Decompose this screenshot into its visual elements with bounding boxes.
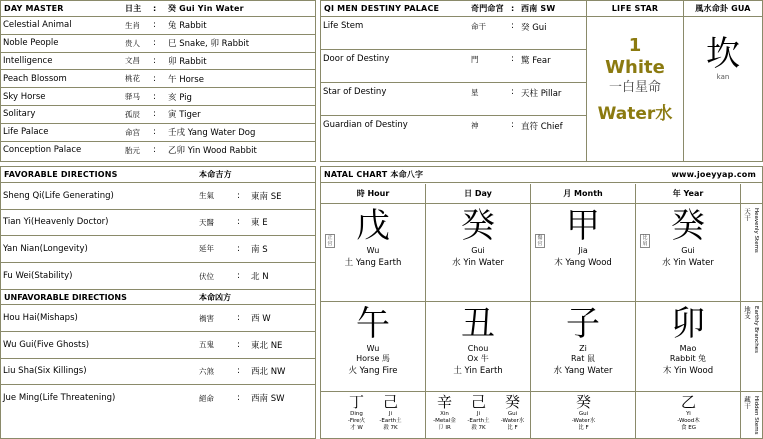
row-cn: 六煞: [199, 366, 214, 376]
gua-panel: [683, 0, 763, 162]
hidden-stem-element: -Metal金: [433, 418, 456, 424]
hidden-stem-element: -Water水: [500, 418, 525, 424]
side-label-en: Earthly Branches: [753, 306, 759, 353]
row-value: 壬戌 Yang Water Dog: [168, 128, 256, 139]
pillar-header: 年 Year: [636, 184, 741, 204]
hidden-stem-ten-god: 比 F: [507, 425, 518, 431]
branch-element: 水 Yang Water: [553, 366, 613, 376]
row-value: 寅 Tiger: [168, 110, 201, 121]
row-cn: 命干: [471, 22, 486, 31]
hidden-stem: [567, 394, 601, 432]
life-star-element: Water水: [597, 104, 673, 124]
side-label-en: Heavenly Stems: [753, 208, 759, 253]
hidden-stem-pinyin: Ji: [476, 411, 481, 417]
branch-pinyin: Chou: [467, 344, 489, 353]
day-master-title: DAY MASTER: [4, 4, 64, 13]
row-colon: :: [511, 87, 514, 97]
hidden-stem: [462, 394, 496, 432]
hidden-stem-ten-god: 才 W: [350, 425, 363, 431]
row-label: Peach Blossom: [3, 73, 67, 84]
qimen-value: 西南 SW: [521, 4, 556, 13]
hidden-stem-pinyin: Gui: [578, 411, 589, 417]
row-colon: :: [237, 243, 240, 254]
hidden-stem-element: -Water水: [571, 418, 596, 424]
natal-title: NATAL CHART 本命八字: [324, 170, 424, 179]
stem-element: 水 Yin Water: [662, 258, 714, 268]
hidden-stem-element: -Fire火: [347, 418, 366, 424]
side-header-blank: [741, 184, 763, 204]
row-value: 亥 Pig: [168, 92, 192, 103]
row-colon: :: [511, 21, 514, 31]
hidden-stem-char: 辛: [436, 393, 452, 411]
hidden-stem-ten-god: 食 EG: [681, 425, 696, 431]
row-colon: :: [237, 313, 240, 324]
stem-char: 戊: [356, 206, 390, 246]
hidden-stem-char: 乙: [680, 393, 696, 411]
favorable-row: [1, 263, 315, 290]
row-label: Liu Sha(Six Killings): [3, 366, 87, 377]
stem-char: 癸: [671, 206, 705, 246]
branch-char: 丑: [461, 304, 495, 344]
unfavorable-row: [1, 359, 315, 386]
branch-animal: Horse 馬: [356, 354, 390, 363]
stem-pinyin: Wu: [366, 246, 380, 255]
qimen-row: [321, 116, 586, 149]
row-colon: :: [511, 120, 514, 130]
gua-title: 風水命卦 GUA: [695, 4, 751, 13]
favorable-cn: 本命吉方: [199, 170, 232, 179]
row-cn: 五鬼: [199, 340, 214, 350]
favorable-row: [1, 210, 315, 237]
day-master-row: [1, 88, 315, 106]
hidden-stems-cell: [531, 392, 636, 439]
row-value: 東南 SE: [251, 191, 282, 202]
row-value: 北 N: [251, 272, 269, 283]
branch-char: 午: [356, 304, 390, 344]
branch-char: 卯: [671, 304, 705, 344]
branch-pinyin: Zi: [579, 344, 587, 353]
day-master-row: [1, 53, 315, 71]
row-colon: :: [153, 145, 156, 156]
row-cn: 星: [471, 88, 479, 97]
row-value: 西南 SW: [251, 394, 285, 405]
day-master-panel: [0, 0, 316, 162]
stem-pinyin: Gui: [471, 246, 485, 255]
row-colon: :: [153, 109, 156, 120]
row-value: 南 S: [251, 244, 268, 255]
row-value: 西北 NW: [251, 367, 286, 378]
row-value: 驚 Fear: [521, 56, 551, 66]
side-label-cell: [741, 204, 763, 302]
stem-cell: [426, 204, 531, 302]
stem-char: 甲: [566, 206, 600, 246]
branch-animal: Rabbit 兔: [669, 354, 707, 363]
life-star-title: LIFE STAR: [611, 4, 659, 13]
row-cn: 命宫: [125, 127, 140, 137]
hidden-stem: [428, 394, 462, 432]
directions-panel: [0, 166, 316, 439]
row-colon: :: [237, 339, 240, 350]
row-label: Celestial Animal: [3, 20, 72, 31]
hidden-stem-ten-god: 殺 7K: [471, 425, 486, 431]
branch-cell: [426, 302, 531, 392]
row-cn: 生肖: [125, 20, 140, 30]
hidden-stem-char: 己: [470, 393, 486, 411]
stem-element: 水 Yin Water: [452, 258, 504, 268]
hidden-stem: [496, 394, 530, 432]
row-colon: :: [153, 38, 156, 49]
row-value: 卯 Rabbit: [168, 56, 207, 67]
qimen-row: [321, 17, 586, 50]
row-value: 東北 NE: [251, 340, 283, 351]
row-label: Conception Palace: [3, 145, 82, 156]
row-cn: 門: [471, 55, 479, 64]
hidden-stem-pinyin: Ding: [350, 411, 363, 417]
row-value: 西 W: [251, 314, 271, 325]
favorable-header: [1, 167, 315, 183]
row-colon: :: [153, 55, 156, 66]
row-label: Fu Wei(Stability): [3, 271, 73, 282]
hidden-stem-element: -Earth土: [467, 418, 490, 424]
hidden-stem-ten-god: 比 F: [578, 425, 589, 431]
day-master-row: [1, 124, 315, 142]
hidden-stem-pinyin: Ji: [388, 411, 393, 417]
life-star-cn: 一白星命: [608, 80, 661, 95]
unfavorable-title: UNFAVORABLE DIRECTIONS: [4, 292, 127, 302]
side-label-en: Hidden Stems: [753, 396, 759, 435]
row-value: 直符 Chief: [521, 122, 563, 132]
row-cn: 生氣: [199, 191, 214, 201]
day-master-row: [1, 106, 315, 124]
row-cn: 禍害: [199, 313, 214, 323]
row-value: 乙卯 Yin Wood Rabbit: [168, 146, 257, 157]
branch-element: 火 Yang Fire: [348, 366, 398, 376]
gua-name: kan: [716, 73, 730, 81]
row-label: Intelligence: [3, 55, 53, 66]
branch-element: 土 Yin Earth: [453, 366, 503, 376]
row-label: Yan Nian(Longevity): [3, 243, 88, 254]
row-colon: :: [511, 54, 514, 64]
unfavorable-cn: 本命凶方: [199, 292, 231, 302]
hidden-stem-char: 己: [382, 393, 398, 411]
row-label: Hou Hai(Mishaps): [3, 313, 78, 324]
day-master-row: [1, 142, 315, 160]
hidden-stem-char: 丁: [348, 393, 364, 411]
ten-god-tag: 比肩: [640, 234, 650, 248]
hidden-stem-pinyin: Xin: [440, 411, 449, 417]
row-label: Guardian of Destiny: [323, 120, 408, 130]
row-colon: :: [153, 91, 156, 102]
branch-pinyin: Wu: [366, 344, 380, 353]
row-label: Door of Destiny: [323, 54, 390, 64]
hidden-stem: [340, 394, 374, 432]
qimen-title: QI MEN DESTINY PALACE: [324, 4, 440, 13]
row-label: Sheng Qi(Life Generating): [3, 190, 114, 201]
hidden-stem-ten-god: 殺 7K: [383, 425, 398, 431]
row-cn: 延年: [199, 244, 214, 254]
row-label: Noble People: [3, 38, 59, 49]
stem-element: 土 Yang Earth: [344, 258, 402, 268]
life-star-panel: [586, 0, 684, 162]
stem-pinyin: Gui: [681, 246, 695, 255]
ten-god-tag: 正官: [325, 234, 335, 248]
row-cn: 天醫: [199, 217, 214, 227]
row-colon: :: [153, 20, 156, 31]
favorable-row: [1, 236, 315, 263]
branch-cell: [321, 302, 426, 392]
row-value: 天柱 Pillar: [521, 89, 562, 99]
hidden-stem-pinyin: Yi: [686, 411, 691, 417]
side-label-cn: 藏干: [743, 396, 751, 409]
row-cn: 贵人: [125, 38, 140, 48]
row-cn: 桃花: [125, 74, 140, 84]
hidden-stem-element: -Wood木: [677, 418, 700, 424]
side-label-cell: [741, 302, 763, 392]
qimen-cn: 奇門命宮: [471, 4, 504, 13]
row-colon: :: [153, 73, 156, 84]
row-value: 兔 Rabbit: [168, 21, 207, 32]
gua-char: 坎: [706, 34, 740, 74]
row-value: 癸 Gui: [521, 23, 547, 33]
hidden-stems-cell: [426, 392, 531, 439]
unfavorable-row: [1, 305, 315, 332]
row-colon: :: [153, 127, 156, 138]
day-master-colon: :: [153, 4, 157, 13]
day-master-row: [1, 35, 315, 53]
qimen-panel: [320, 0, 587, 162]
stem-pinyin: Jia: [578, 246, 588, 255]
qimen-row: [321, 83, 586, 116]
natal-chart-panel: [320, 166, 763, 439]
hidden-stem-char: 癸: [504, 393, 520, 411]
hidden-stem: [374, 394, 408, 432]
unfavorable-row: [1, 385, 315, 412]
hidden-stem: [672, 394, 706, 432]
hidden-stem-char: 癸: [575, 393, 591, 411]
row-value: 午 Horse: [168, 74, 204, 85]
side-label-cell: [741, 392, 763, 439]
row-label: Jue Ming(Life Threatening): [3, 393, 116, 404]
row-colon: :: [237, 217, 240, 228]
row-value: 東 E: [251, 218, 268, 229]
day-master-header: [1, 1, 315, 17]
row-label: Tian Yi(Heavenly Doctor): [3, 217, 109, 228]
row-colon: :: [237, 271, 240, 282]
row-label: Life Stem: [323, 21, 364, 31]
unfavorable-header: [1, 289, 315, 305]
row-cn: 孤辰: [125, 109, 140, 119]
qimen-colon: :: [511, 4, 515, 13]
day-master-value: 癸 Gui Yin Water: [168, 4, 244, 13]
row-colon: :: [237, 366, 240, 377]
day-master-row: [1, 70, 315, 88]
row-label: Wu Gui(Five Ghosts): [3, 339, 90, 350]
pillar-header: 時 Hour: [321, 184, 426, 204]
ten-god-tag: 傷官: [535, 234, 545, 248]
pillar-header: 月 Month: [531, 184, 636, 204]
natal-site: www.joeyyap.com: [671, 170, 756, 179]
stem-cell: [531, 204, 636, 302]
stem-cell: [636, 204, 741, 302]
favorable-title: FAVORABLE DIRECTIONS: [4, 170, 118, 179]
gua-header: [684, 1, 762, 17]
life-star-header: [587, 1, 683, 17]
qimen-row: [321, 50, 586, 83]
favorable-row: [1, 183, 315, 210]
pillar-header: 日 Day: [426, 184, 531, 204]
branch-animal: Ox 牛: [467, 354, 489, 363]
day-master-cn: 日主: [125, 4, 142, 13]
natal-header: [321, 167, 762, 183]
qimen-header: [321, 1, 586, 17]
hidden-stem-ten-god: 卩 IR: [438, 425, 451, 431]
row-label: Solitary: [3, 109, 36, 120]
branch-animal: Rat 鼠: [571, 354, 595, 363]
unfavorable-row: [1, 332, 315, 359]
row-cn: 絕命: [199, 393, 214, 403]
branch-element: 木 Yin Wood: [662, 366, 714, 376]
row-label: Star of Destiny: [323, 87, 387, 97]
row-label: Life Palace: [3, 127, 49, 138]
stem-element: 木 Yang Wood: [554, 258, 612, 268]
row-cn: 神: [471, 121, 479, 130]
life-star-number: 1: [628, 35, 642, 56]
hidden-stem-pinyin: Gui: [507, 411, 518, 417]
row-cn: 伏位: [199, 271, 214, 281]
row-cn: 驿马: [125, 92, 140, 102]
hidden-stems-cell: [636, 392, 741, 439]
side-label-cn: 天干: [743, 208, 751, 221]
row-label: Sky Horse: [3, 91, 46, 102]
hidden-stem-element: -Earth土: [379, 418, 402, 424]
branch-pinyin: Mao: [679, 344, 697, 353]
side-label-cn: 地支: [743, 306, 751, 319]
stem-cell: [321, 204, 426, 302]
life-star-name: White: [605, 57, 665, 78]
row-cn: 文昌: [125, 56, 140, 66]
row-colon: :: [237, 190, 240, 201]
row-value: 巳 Snake, 卯 Rabbit: [168, 39, 250, 50]
hidden-stems-cell: [321, 392, 426, 439]
branch-cell: [531, 302, 636, 392]
branch-cell: [636, 302, 741, 392]
branch-char: 子: [566, 304, 600, 344]
row-cn: 胎元: [125, 145, 140, 155]
stem-char: 癸: [461, 206, 495, 246]
day-master-row: [1, 17, 315, 35]
row-colon: :: [237, 393, 240, 404]
